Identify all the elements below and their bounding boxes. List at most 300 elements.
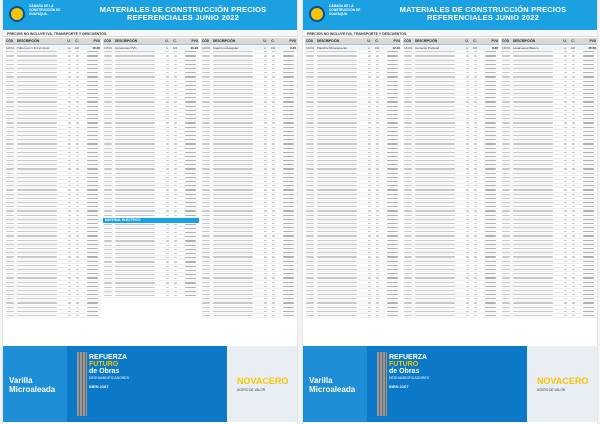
row-pvp-placeholder xyxy=(387,240,398,241)
row-u-placeholder xyxy=(166,232,169,233)
row-c-placeholder xyxy=(76,101,79,102)
row-pvp-placeholder xyxy=(87,302,98,303)
row-u-placeholder xyxy=(564,294,567,295)
row-c-placeholder xyxy=(474,311,477,312)
row-u-placeholder xyxy=(68,311,71,312)
row-c-placeholder xyxy=(174,168,177,169)
row-c-placeholder xyxy=(76,307,79,308)
row-c-placeholder xyxy=(174,143,177,144)
row-pvp-placeholder xyxy=(485,307,496,308)
row-code-placeholder xyxy=(104,295,112,296)
row-desc-placeholder xyxy=(17,148,57,149)
row-desc-placeholder xyxy=(317,106,357,107)
row-u-placeholder xyxy=(466,185,469,186)
row-pvp-placeholder xyxy=(283,68,294,69)
novacero-tagline: ACERO DE VALOR xyxy=(237,388,266,392)
row-desc-placeholder xyxy=(513,76,553,77)
row-code-placeholder xyxy=(202,118,210,119)
row-c-placeholder xyxy=(76,68,79,69)
row-desc-placeholder xyxy=(115,51,155,52)
row-desc-placeholder xyxy=(415,177,455,178)
row-desc-placeholder xyxy=(513,202,553,203)
row-u-placeholder xyxy=(264,55,267,56)
row-desc-placeholder xyxy=(213,131,253,132)
row-pvp-placeholder xyxy=(87,273,98,274)
row-desc-placeholder xyxy=(317,311,357,312)
row-pvp-placeholder xyxy=(283,139,294,140)
row-pvp-placeholder xyxy=(387,85,398,86)
row-code-placeholder xyxy=(404,261,412,262)
row-u-placeholder xyxy=(466,261,469,262)
row-desc-placeholder xyxy=(115,168,155,169)
table-rows xyxy=(305,46,401,344)
row-desc-placeholder xyxy=(115,135,155,136)
row-u-placeholder xyxy=(368,219,371,220)
row-c-placeholder xyxy=(174,135,177,136)
row-code-placeholder xyxy=(306,277,314,278)
row-c-placeholder xyxy=(76,298,79,299)
row-code-placeholder xyxy=(404,227,412,228)
row-desc-placeholder xyxy=(415,85,455,86)
ad-left-panel xyxy=(303,346,367,422)
row-c-placeholder xyxy=(272,244,275,245)
row-pvp-placeholder xyxy=(87,152,98,153)
row-desc-placeholder xyxy=(513,235,553,236)
row-c-placeholder xyxy=(572,160,575,161)
row-desc-placeholder xyxy=(317,302,357,303)
row-c-placeholder xyxy=(76,227,79,228)
row-code-placeholder xyxy=(6,156,14,157)
row-desc-placeholder xyxy=(115,76,155,77)
row-pvp-placeholder xyxy=(387,164,398,165)
row-code-placeholder xyxy=(104,189,112,190)
row-desc-placeholder xyxy=(213,244,253,245)
row-code-placeholder xyxy=(202,148,210,149)
row-desc-placeholder xyxy=(415,118,455,119)
row-pvp-placeholder xyxy=(485,168,496,169)
row-desc-placeholder xyxy=(213,240,253,241)
row-c-placeholder xyxy=(474,273,477,274)
price-note: PRECIOS NO INCLUYE IVA, TRANSPORTE Y DESCUENTOS. xyxy=(307,32,408,36)
row-code-placeholder xyxy=(404,290,412,291)
row-desc-placeholder xyxy=(17,248,57,249)
row-c-placeholder xyxy=(174,106,177,107)
row-desc-placeholder xyxy=(513,160,553,161)
row-code-placeholder xyxy=(404,93,412,94)
row-pvp-placeholder xyxy=(485,210,496,211)
row-code-placeholder xyxy=(104,185,112,186)
row-c-placeholder xyxy=(174,253,177,254)
row-code-placeholder xyxy=(404,60,412,61)
row-c-placeholder xyxy=(474,173,477,174)
row-code-placeholder xyxy=(6,282,14,283)
row-c-placeholder xyxy=(272,290,275,291)
header-code: CÓD xyxy=(404,39,412,43)
page-title xyxy=(373,6,593,22)
row-c-placeholder xyxy=(76,122,79,123)
row-pvp-placeholder xyxy=(387,89,398,90)
row-code-placeholder xyxy=(6,101,14,102)
row-desc-placeholder xyxy=(213,127,253,128)
row-c-placeholder xyxy=(572,282,575,283)
row-desc-placeholder xyxy=(317,114,357,115)
row-pvp-placeholder xyxy=(583,55,594,56)
row-code-placeholder xyxy=(104,270,112,271)
row-code-placeholder xyxy=(502,81,510,82)
row-c-placeholder xyxy=(174,114,177,115)
row-desc-placeholder xyxy=(513,135,553,136)
row-pvp-placeholder xyxy=(185,168,196,169)
row-fill xyxy=(103,223,199,298)
row-code-placeholder xyxy=(502,202,510,203)
row-c-placeholder xyxy=(376,252,379,253)
row-desc-placeholder xyxy=(513,72,553,73)
row-code-placeholder xyxy=(104,122,112,123)
row-u-placeholder xyxy=(166,110,169,111)
row-code-placeholder xyxy=(6,131,14,132)
row-desc-placeholder xyxy=(115,253,155,254)
row-c-placeholder xyxy=(376,106,379,107)
header-pvp: PVU xyxy=(393,39,400,43)
row-pvp-placeholder xyxy=(185,224,196,225)
row-desc-placeholder xyxy=(17,219,57,220)
row-u-placeholder xyxy=(264,135,267,136)
row-unit: u xyxy=(466,46,468,50)
row-pvp-placeholder xyxy=(387,219,398,220)
row-u-placeholder xyxy=(68,152,71,153)
row-code-placeholder xyxy=(104,135,112,136)
row-u-placeholder xyxy=(564,148,567,149)
row-c-placeholder xyxy=(76,252,79,253)
row-pvp-placeholder xyxy=(185,257,196,258)
row-u-placeholder xyxy=(166,291,169,292)
row-code-placeholder xyxy=(404,206,412,207)
row-pvp-placeholder xyxy=(485,198,496,199)
row-c-placeholder xyxy=(76,93,79,94)
row-pvp-placeholder xyxy=(283,235,294,236)
table-rows xyxy=(403,46,499,344)
row-desc-placeholder xyxy=(513,256,553,257)
header-pvp: PVU xyxy=(191,39,198,43)
row-c-placeholder xyxy=(572,68,575,69)
row-u-placeholder xyxy=(564,302,567,303)
row-pvp-placeholder xyxy=(87,127,98,128)
row-code-placeholder xyxy=(104,282,112,283)
row-u-placeholder xyxy=(264,256,267,257)
row-code-placeholder xyxy=(502,72,510,73)
row-pvp-placeholder xyxy=(485,252,496,253)
row-code-placeholder xyxy=(202,290,210,291)
novacero-tagline: ACERO DE VALOR xyxy=(537,388,566,392)
row-code-placeholder xyxy=(404,81,412,82)
row-code-placeholder xyxy=(202,72,210,73)
row-desc-placeholder xyxy=(17,298,57,299)
row-code-placeholder xyxy=(6,194,14,195)
row-code-placeholder xyxy=(6,85,14,86)
row-pvp-placeholder xyxy=(387,202,398,203)
row-code-placeholder xyxy=(502,97,510,98)
row-u-placeholder xyxy=(564,277,567,278)
row-c-placeholder xyxy=(76,315,79,316)
row-pvp-placeholder xyxy=(387,307,398,308)
row-code-placeholder xyxy=(104,215,112,216)
row-desc-placeholder xyxy=(17,160,57,161)
row-c-placeholder xyxy=(272,64,275,65)
row-code-placeholder xyxy=(404,273,412,274)
row-desc-placeholder xyxy=(415,223,455,224)
row-pvp-placeholder xyxy=(283,286,294,287)
row-c-placeholder xyxy=(376,51,379,52)
row-code-placeholder xyxy=(202,177,210,178)
row-code-placeholder xyxy=(104,210,112,211)
row-desc-placeholder xyxy=(415,139,455,140)
row-pvp-placeholder xyxy=(185,55,196,56)
row-desc-placeholder xyxy=(115,202,155,203)
row-u-placeholder xyxy=(166,249,169,250)
row-pvp-placeholder xyxy=(583,261,594,262)
row-code-placeholder xyxy=(202,110,210,111)
ad-title-3: de Obras xyxy=(89,368,120,375)
row-code-placeholder xyxy=(306,298,314,299)
row-pvp-placeholder xyxy=(387,64,398,65)
ad-title-2-text: FUTURO xyxy=(389,361,419,368)
row-c-placeholder xyxy=(474,202,477,203)
row-c-placeholder xyxy=(376,164,379,165)
row-u-placeholder xyxy=(564,60,567,61)
row-c-placeholder xyxy=(76,110,79,111)
row-u-placeholder xyxy=(68,302,71,303)
row-desc-placeholder xyxy=(415,235,455,236)
row-code-placeholder xyxy=(404,219,412,220)
row-desc-placeholder xyxy=(415,282,455,283)
row-c-placeholder xyxy=(572,106,575,107)
row-code-placeholder xyxy=(306,219,314,220)
row-u-placeholder xyxy=(466,298,469,299)
row-u-placeholder xyxy=(68,206,71,207)
row-u-placeholder xyxy=(68,118,71,119)
row-pvp-placeholder xyxy=(583,273,594,274)
row-c-placeholder xyxy=(474,72,477,73)
row-c-placeholder xyxy=(572,168,575,169)
row-c-placeholder xyxy=(174,257,177,258)
row-c-placeholder xyxy=(174,228,177,229)
row-c-placeholder xyxy=(272,277,275,278)
row-c-placeholder xyxy=(272,85,275,86)
row-desc-placeholder xyxy=(415,265,455,266)
row-c-placeholder xyxy=(76,81,79,82)
row-c-placeholder xyxy=(272,118,275,119)
row-pvp-placeholder xyxy=(583,277,594,278)
row-pvp-placeholder xyxy=(387,177,398,178)
row-c-placeholder xyxy=(572,273,575,274)
row-pvp-placeholder xyxy=(485,106,496,107)
row-code-placeholder xyxy=(6,177,14,178)
row-code: 13001 xyxy=(306,46,315,50)
row-u-placeholder xyxy=(264,127,267,128)
row-code-placeholder xyxy=(104,177,112,178)
row-code-placeholder xyxy=(202,160,210,161)
row-u-placeholder xyxy=(466,60,469,61)
row-u-placeholder xyxy=(564,206,567,207)
row-code-placeholder xyxy=(404,85,412,86)
row-c-placeholder xyxy=(272,219,275,220)
ad-subtext: DESHUMIDIFICADORES xyxy=(389,376,430,380)
row-pvp-placeholder xyxy=(87,81,98,82)
row-c-placeholder xyxy=(174,152,177,153)
row-pvp-placeholder xyxy=(283,244,294,245)
row-unit: m xyxy=(67,46,71,50)
row-c-placeholder xyxy=(572,51,575,52)
row-desc-placeholder xyxy=(115,89,155,90)
row-code-placeholder xyxy=(502,177,510,178)
row-desc-placeholder xyxy=(415,185,455,186)
row-u-placeholder xyxy=(68,282,71,283)
row-c-placeholder xyxy=(174,236,177,237)
row-u-placeholder xyxy=(166,114,169,115)
row-c-placeholder xyxy=(572,294,575,295)
row-code-placeholder xyxy=(6,315,14,316)
row-desc-placeholder xyxy=(513,252,553,253)
logo-text: CÁMARA DE LA CONSTRUCCIÓN DE GUAYAQUIL xyxy=(29,4,61,16)
row-c-placeholder xyxy=(174,139,177,140)
row-u-placeholder xyxy=(368,290,371,291)
row-c-placeholder xyxy=(474,298,477,299)
row-desc-placeholder xyxy=(17,106,57,107)
row-u-placeholder xyxy=(466,64,469,65)
row-c-placeholder xyxy=(474,181,477,182)
row-c-placeholder xyxy=(174,72,177,73)
row-u-placeholder xyxy=(466,311,469,312)
row-unit: u xyxy=(166,46,168,50)
row-c-placeholder xyxy=(474,143,477,144)
row-c-placeholder xyxy=(272,286,275,287)
row-c-placeholder xyxy=(174,164,177,165)
row-code-placeholder xyxy=(502,286,510,287)
row-desc-placeholder xyxy=(17,72,57,73)
row-c-placeholder xyxy=(572,235,575,236)
row-u-placeholder xyxy=(166,118,169,119)
row-u-placeholder xyxy=(166,93,169,94)
row-desc-placeholder xyxy=(115,60,155,61)
row-desc-placeholder xyxy=(213,298,253,299)
row-c-placeholder xyxy=(474,110,477,111)
row-code-placeholder xyxy=(104,236,112,237)
row-c-placeholder xyxy=(572,252,575,253)
row-c-placeholder xyxy=(272,89,275,90)
row-u-placeholder xyxy=(368,156,371,157)
row-pvp-placeholder xyxy=(583,97,594,98)
row-pvp-placeholder xyxy=(87,256,98,257)
row-u-placeholder xyxy=(466,97,469,98)
row-c-placeholder xyxy=(376,160,379,161)
row-pvp-placeholder xyxy=(485,261,496,262)
row-desc-placeholder xyxy=(115,55,155,56)
row-code-placeholder xyxy=(202,51,210,52)
row-c-placeholder xyxy=(174,215,177,216)
row-c-placeholder xyxy=(272,152,275,153)
row-code-placeholder xyxy=(6,206,14,207)
row-code-placeholder xyxy=(502,206,510,207)
row-pvp-placeholder xyxy=(185,198,196,199)
row-pvp-placeholder xyxy=(283,97,294,98)
row-code-placeholder xyxy=(502,198,510,199)
row-pvp-placeholder xyxy=(583,173,594,174)
row-code-placeholder xyxy=(306,110,314,111)
row-pvp-placeholder xyxy=(185,245,196,246)
row-pvp-placeholder xyxy=(583,181,594,182)
row-code-placeholder xyxy=(502,185,510,186)
row-pvp-placeholder xyxy=(283,131,294,132)
row-u-placeholder xyxy=(564,240,567,241)
row-desc-placeholder xyxy=(317,181,357,182)
row-desc-placeholder xyxy=(115,164,155,165)
row-code-placeholder xyxy=(306,168,314,169)
row-u-placeholder xyxy=(466,122,469,123)
row-u-placeholder xyxy=(466,181,469,182)
row-c-placeholder xyxy=(376,122,379,123)
row-c-placeholder xyxy=(272,110,275,111)
price-column xyxy=(305,38,401,344)
row-u-placeholder xyxy=(68,64,71,65)
row-pvp-placeholder xyxy=(185,194,196,195)
row-u-placeholder xyxy=(68,55,71,56)
row-desc-placeholder xyxy=(317,156,357,157)
row-code-placeholder xyxy=(306,265,314,266)
row-code-placeholder xyxy=(104,274,112,275)
row-pvp-placeholder xyxy=(283,101,294,102)
row-desc-placeholder xyxy=(513,60,553,61)
row-desc-placeholder xyxy=(17,252,57,253)
row-u-placeholder xyxy=(264,122,267,123)
row-pvp-placeholder xyxy=(87,114,98,115)
row-code-placeholder xyxy=(306,269,314,270)
row-code-placeholder xyxy=(404,277,412,278)
row-u-placeholder xyxy=(466,282,469,283)
row-pvp-placeholder xyxy=(485,156,496,157)
row-code-placeholder xyxy=(202,97,210,98)
row-desc-placeholder xyxy=(17,122,57,123)
row-u-placeholder xyxy=(68,286,71,287)
row-code-placeholder xyxy=(202,68,210,69)
row-c-placeholder xyxy=(76,290,79,291)
row-c-placeholder xyxy=(572,223,575,224)
row-u-placeholder xyxy=(264,143,267,144)
row-c-placeholder xyxy=(272,55,275,56)
row-u-placeholder xyxy=(264,277,267,278)
top-banner xyxy=(3,0,298,30)
row-pvp: 12.10 xyxy=(392,46,400,50)
row-pvp-placeholder xyxy=(87,286,98,287)
row-c-placeholder xyxy=(272,227,275,228)
row-pvp-placeholder xyxy=(185,60,196,61)
rebar-image xyxy=(377,352,387,416)
row-desc-placeholder xyxy=(513,81,553,82)
row-u-placeholder xyxy=(68,127,71,128)
row-pvp-placeholder xyxy=(387,173,398,174)
row-u-placeholder xyxy=(466,206,469,207)
row-code-placeholder xyxy=(502,135,510,136)
row-pvp-placeholder xyxy=(387,269,398,270)
row-u-placeholder xyxy=(466,240,469,241)
row-code-placeholder xyxy=(104,106,112,107)
row-u-placeholder xyxy=(564,173,567,174)
row-desc-placeholder xyxy=(317,248,357,249)
row-c-placeholder xyxy=(376,269,379,270)
row-pvp-placeholder xyxy=(87,290,98,291)
row-c-placeholder xyxy=(76,210,79,211)
row-u-placeholder xyxy=(68,210,71,211)
row-pvp-placeholder xyxy=(485,60,496,61)
